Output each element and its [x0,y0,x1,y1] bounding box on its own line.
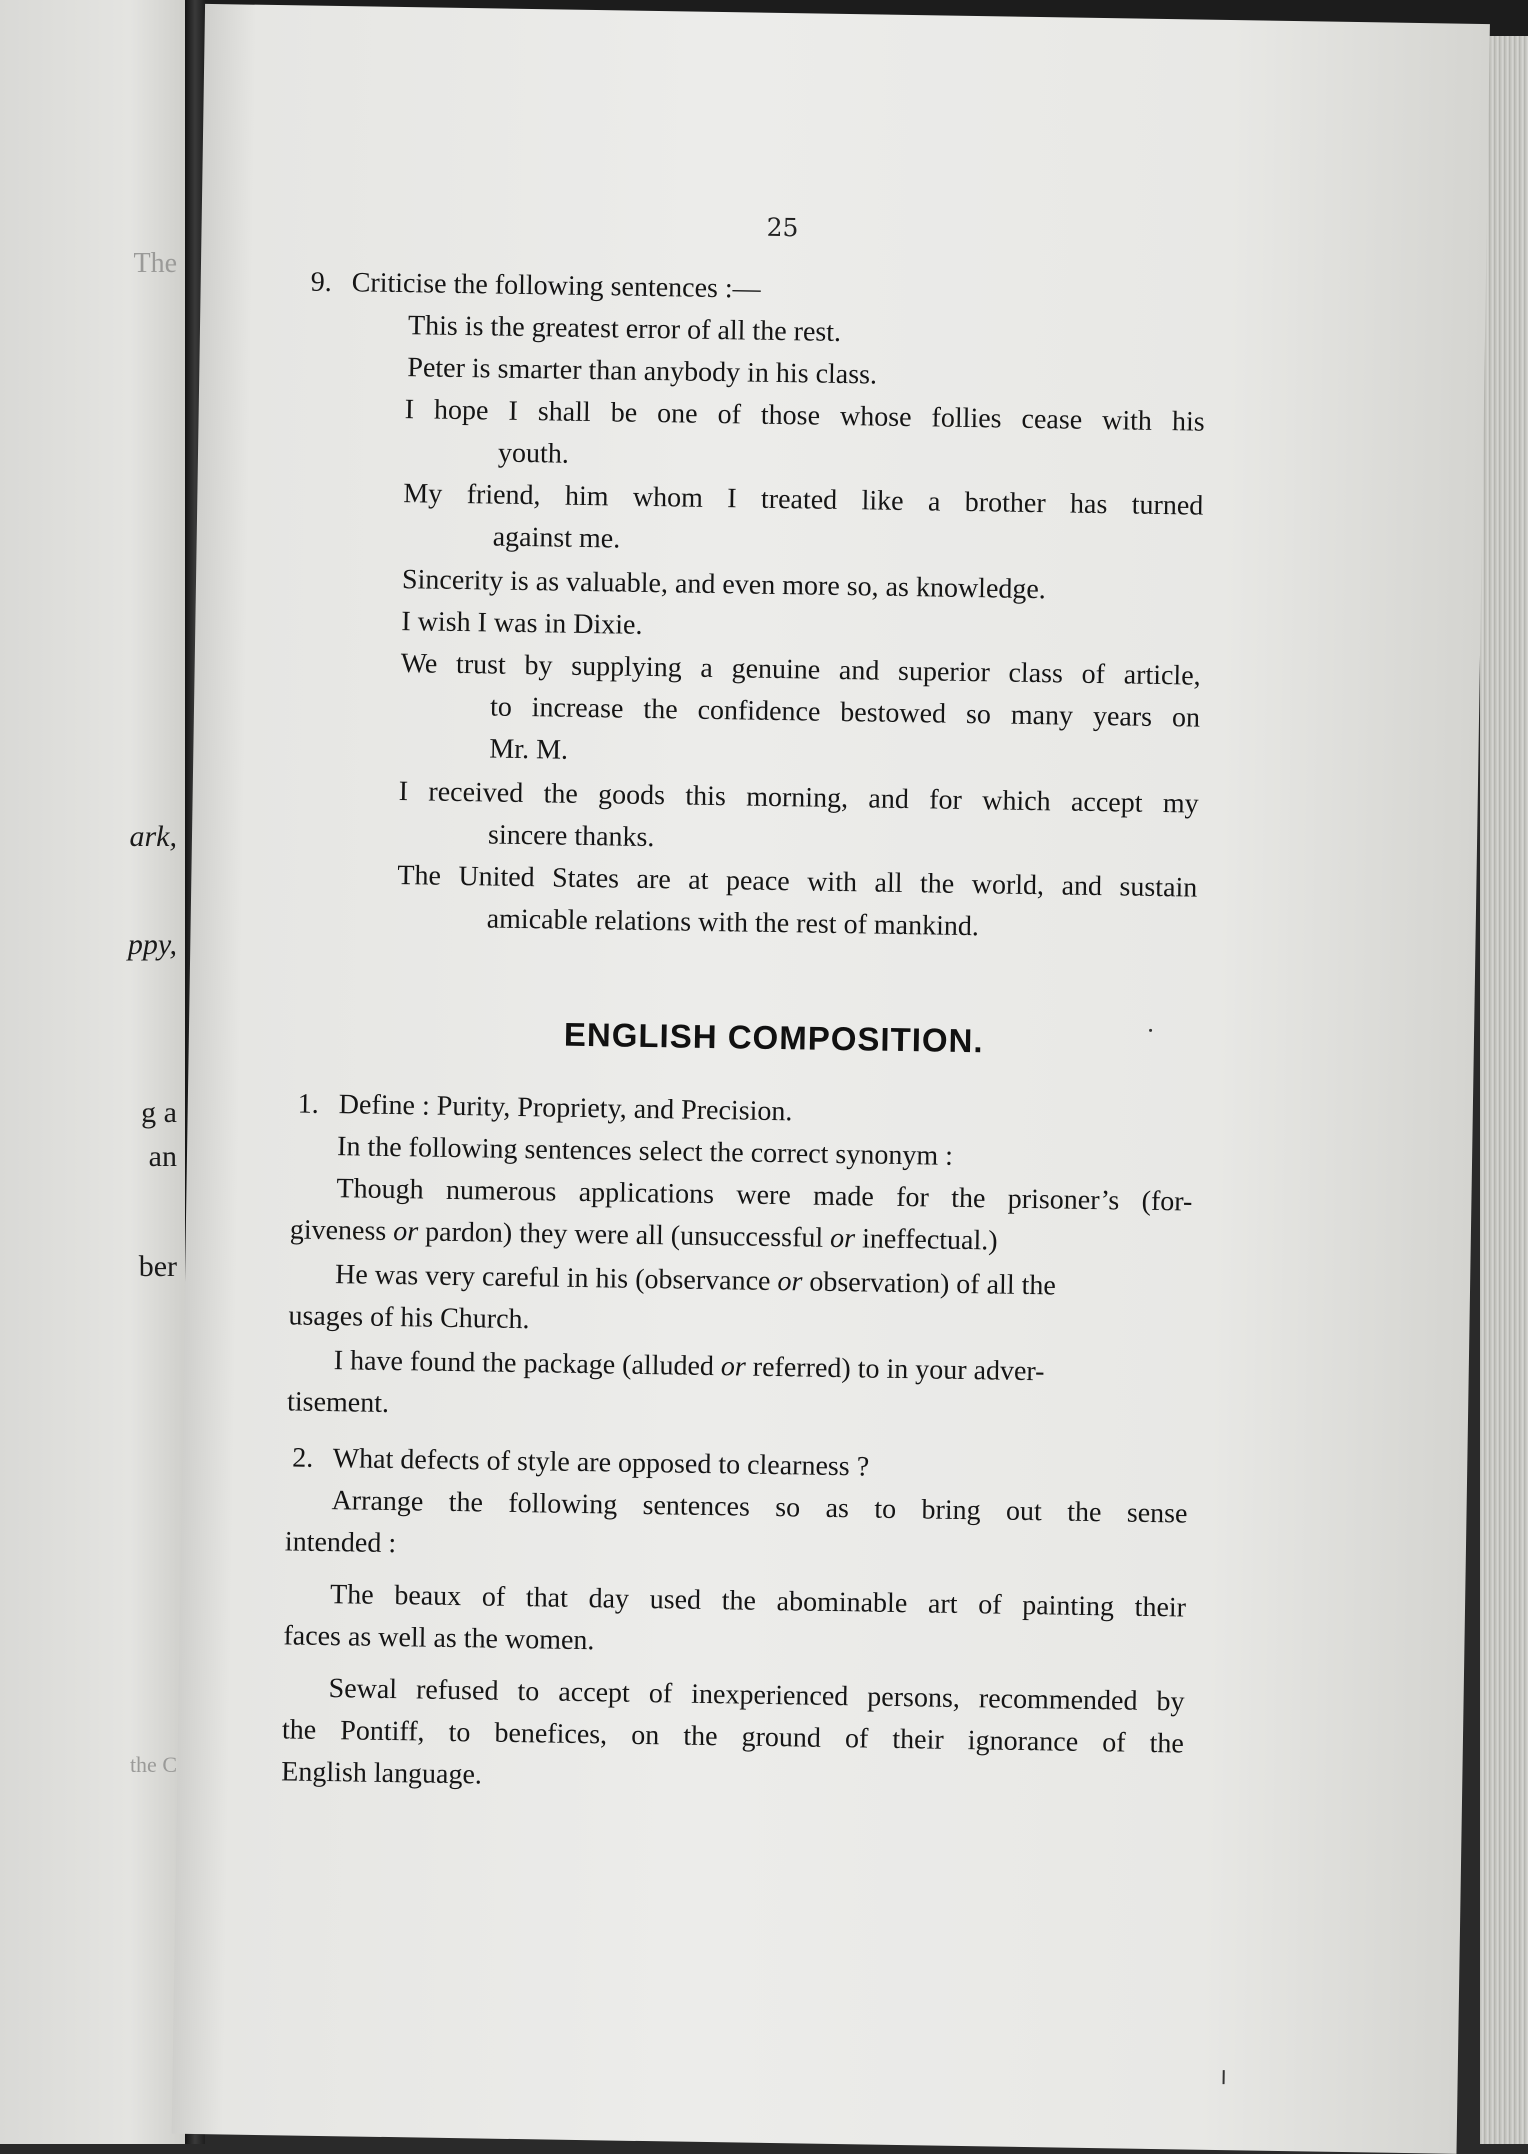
text-run: giveness [289,1214,394,1248]
synonym-sentence [334,1344,1045,1389]
question-1 [298,1088,793,1130]
synonym-sentence: Though numerous applications were made for the prisoner’s (for- [336,1173,1193,1218]
arrange-sentence-continued: English language. [281,1756,483,1791]
instruction-continued: intended : [284,1526,397,1560]
question-number: 1. [297,1088,320,1120]
text-run: ineffectual.) [854,1223,998,1257]
speck [1149,1029,1152,1032]
instruction: In the following sentences select the correct synonym : [336,1131,954,1172]
arrange-sentence-continued: faces as well as the women. [283,1620,595,1657]
sentence: Sincerity is as valuable, and even more so, as knowledge. [401,564,1047,606]
synonym-sentence-continued: usages of his Church. [288,1300,530,1336]
facing-page-fragment: ppy, [127,928,177,961]
facing-page-fragment: an [148,1140,177,1173]
or-italic: or [777,1266,803,1298]
sentence: We trust by supplying a genuine and superior class of article, [400,648,1201,692]
speck [1223,2070,1225,2084]
sentence-continued: sincere thanks. [487,819,655,854]
sentence-continued: youth. [497,437,570,470]
facing-page [0,0,185,2144]
sentence: Peter is smarter than anybody in his class. [407,352,878,391]
question-number: 9. [310,266,332,298]
sentence: My friend, him whom I treated like a brother has turned [403,478,1204,522]
text-run: pardon) they were all (unsuccessful [417,1216,831,1254]
question-prompt: Criticise the following sentences :— [351,267,761,305]
arrange-sentence: The beaux of that day used the abominable art of painting their [329,1579,1187,1624]
or-italic: or [393,1216,419,1248]
facing-page-fragment: g a [141,1096,177,1129]
synonym-sentence-continued [290,1213,998,1258]
arrange-sentence-continued: the Pontiff, to benefices, on the ground of their ignorance of the [281,1714,1185,1760]
facing-page-fragment: ber [138,1250,177,1283]
sentence-continued: against me. [492,521,621,555]
or-italic: or [829,1222,856,1255]
sentence: I received the goods this morning, and for which accept my [398,776,1199,820]
question-prompt: Define : Purity, Propriety, and Precision. [338,1089,793,1128]
synonym-sentence [335,1258,1056,1303]
section-heading: ENGLISH COMPOSITION. [563,1015,984,1060]
page-stack-edge [1480,36,1528,2144]
question-number: 2. [292,1442,314,1474]
text-run: He was very careful in his (observance [334,1259,778,1298]
facing-page-fragment: ark, [129,820,177,853]
question-2 [292,1441,869,1484]
synonym-sentence-continued: tisement. [286,1386,390,1419]
sentence: I hope I shall be one of those whose follies cease with his [404,394,1205,438]
text-run: I have found the package (alluded [333,1345,722,1383]
sentence: I wish I was in Dixie. [401,606,643,641]
arrange-sentence: Sewal refused to accept of inexperienced persons, recommended by [328,1673,1185,1718]
sentence: The United States are at peace with all the world, and sustain [397,860,1198,904]
sentence-continued: Mr. M. [489,733,569,766]
facing-page-fragment: The [133,248,177,279]
facing-page-fragment: the C [129,1752,177,1777]
sentence-continued: amicable relations with the rest of mankind. [486,903,980,943]
book-page [172,4,1490,2154]
instruction: Arrange the following sentences so as to bring out the sense [331,1485,1188,1530]
text-run: referred) to in your adver- [745,1351,1045,1388]
page-number: 25 [766,212,799,243]
or-italic: or [720,1351,747,1383]
text-run: observation) of all the [802,1266,1057,1302]
sentence-continued: to increase the confidence bestowed so many years on [489,691,1201,734]
question-9 [310,266,761,307]
question-prompt: What defects of style are opposed to clearness ? [332,1443,870,1483]
sentence: This is the greatest error of all the rest. [407,310,842,348]
